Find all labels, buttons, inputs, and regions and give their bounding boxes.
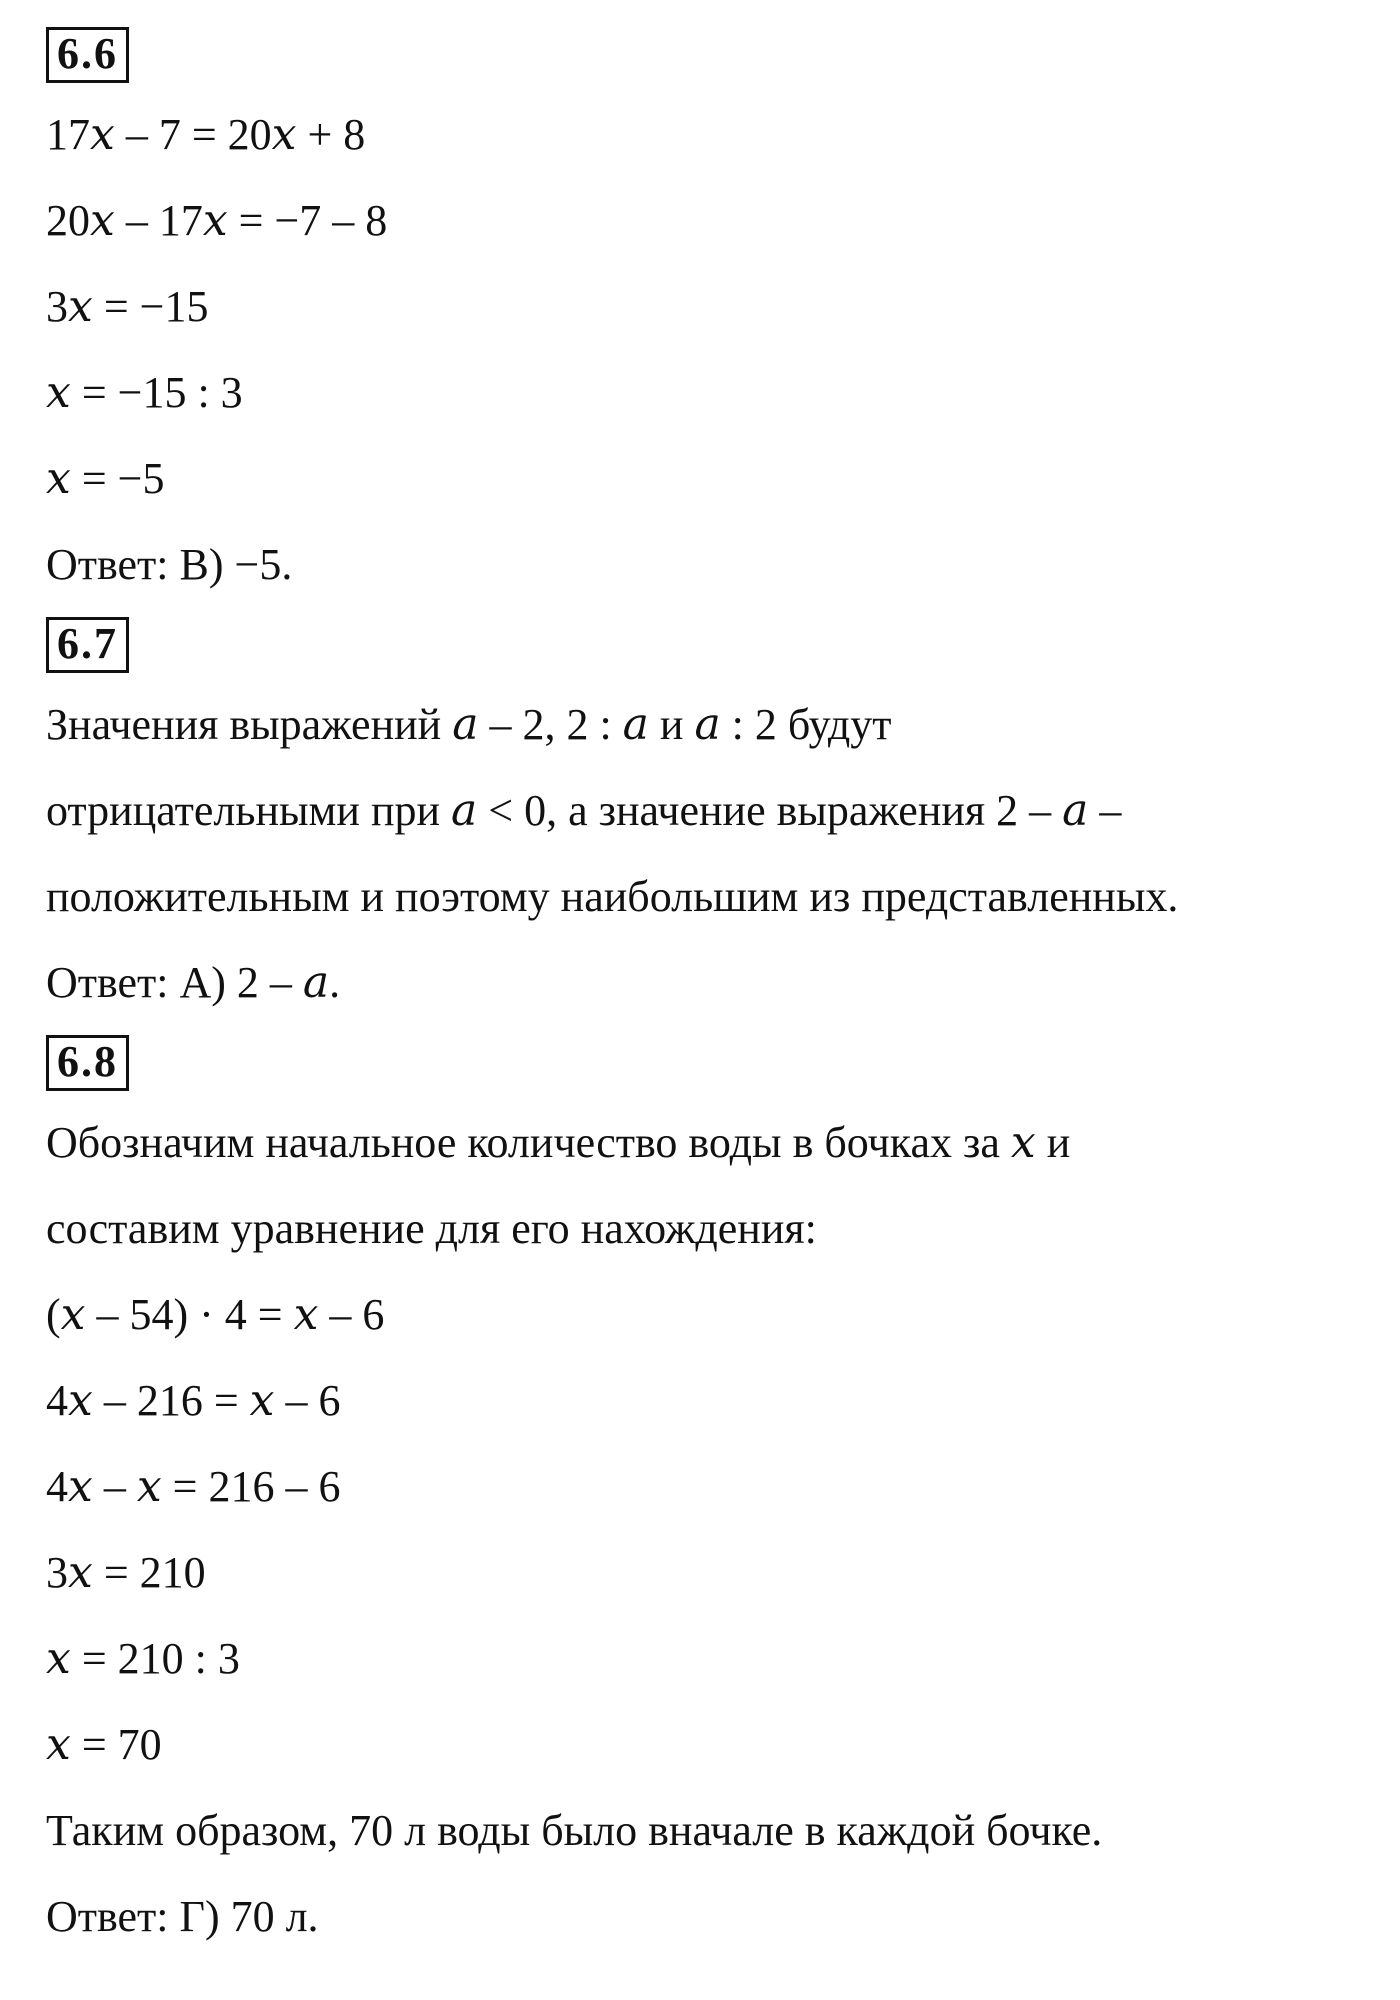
answer-line: Ответ: Г) 70 л. (46, 1892, 319, 1941)
text-line: Обозначим начальное количество воды в бочках за 𝑥 и (46, 1118, 1071, 1167)
equation-line: 3𝑥 = −15 (46, 282, 209, 331)
text-line: Значения выражений 𝑎 – 2, 2 : 𝑎 и 𝑎 : 2 будут (46, 700, 892, 749)
text-line: положительным и поэтому наибольшим из представленных. (46, 872, 1179, 921)
equation-line: 4𝑥 – 𝑥 = 216 – 6 (46, 1462, 341, 1511)
equation-line: 3𝑥 = 210 (46, 1548, 206, 1597)
problem-6-6 (46, 18, 1366, 608)
solution-page (46, 18, 1366, 1960)
problem-number-box: 6.8 (46, 1035, 129, 1091)
text-line: Таким образом, 70 л воды было вначале в каждой бочке. (46, 1806, 1103, 1855)
equation-line: 𝑥 = −15 : 3 (46, 368, 243, 417)
equation-line: 𝑥 = −5 (46, 454, 165, 503)
problem-6-8 (46, 1026, 1366, 1960)
equation-line: 20𝑥 – 17𝑥 = −7 – 8 (46, 196, 388, 245)
answer-line: Ответ: В) −5. (46, 540, 293, 589)
answer-line: Ответ: А) 2 – 𝑎. (46, 958, 341, 1007)
equation-line: 𝑥 = 210 : 3 (46, 1634, 240, 1683)
equation-line: 17𝑥 – 7 = 20𝑥 + 8 (46, 110, 366, 159)
equation-line: 4𝑥 – 216 = 𝑥 – 6 (46, 1376, 341, 1425)
equation-line: (𝑥 – 54) · 4 = 𝑥 – 6 (46, 1290, 385, 1339)
text-line: отрицательными при 𝑎 < 0, а значение выражения 2 – 𝑎 – (46, 786, 1122, 835)
equation-line: 𝑥 = 70 (46, 1720, 162, 1769)
text-line: составим уравнение для его нахождения: (46, 1204, 817, 1253)
problem-number-box: 6.7 (46, 617, 129, 673)
problem-number-box: 6.6 (46, 27, 129, 83)
problem-6-7 (46, 608, 1366, 1026)
